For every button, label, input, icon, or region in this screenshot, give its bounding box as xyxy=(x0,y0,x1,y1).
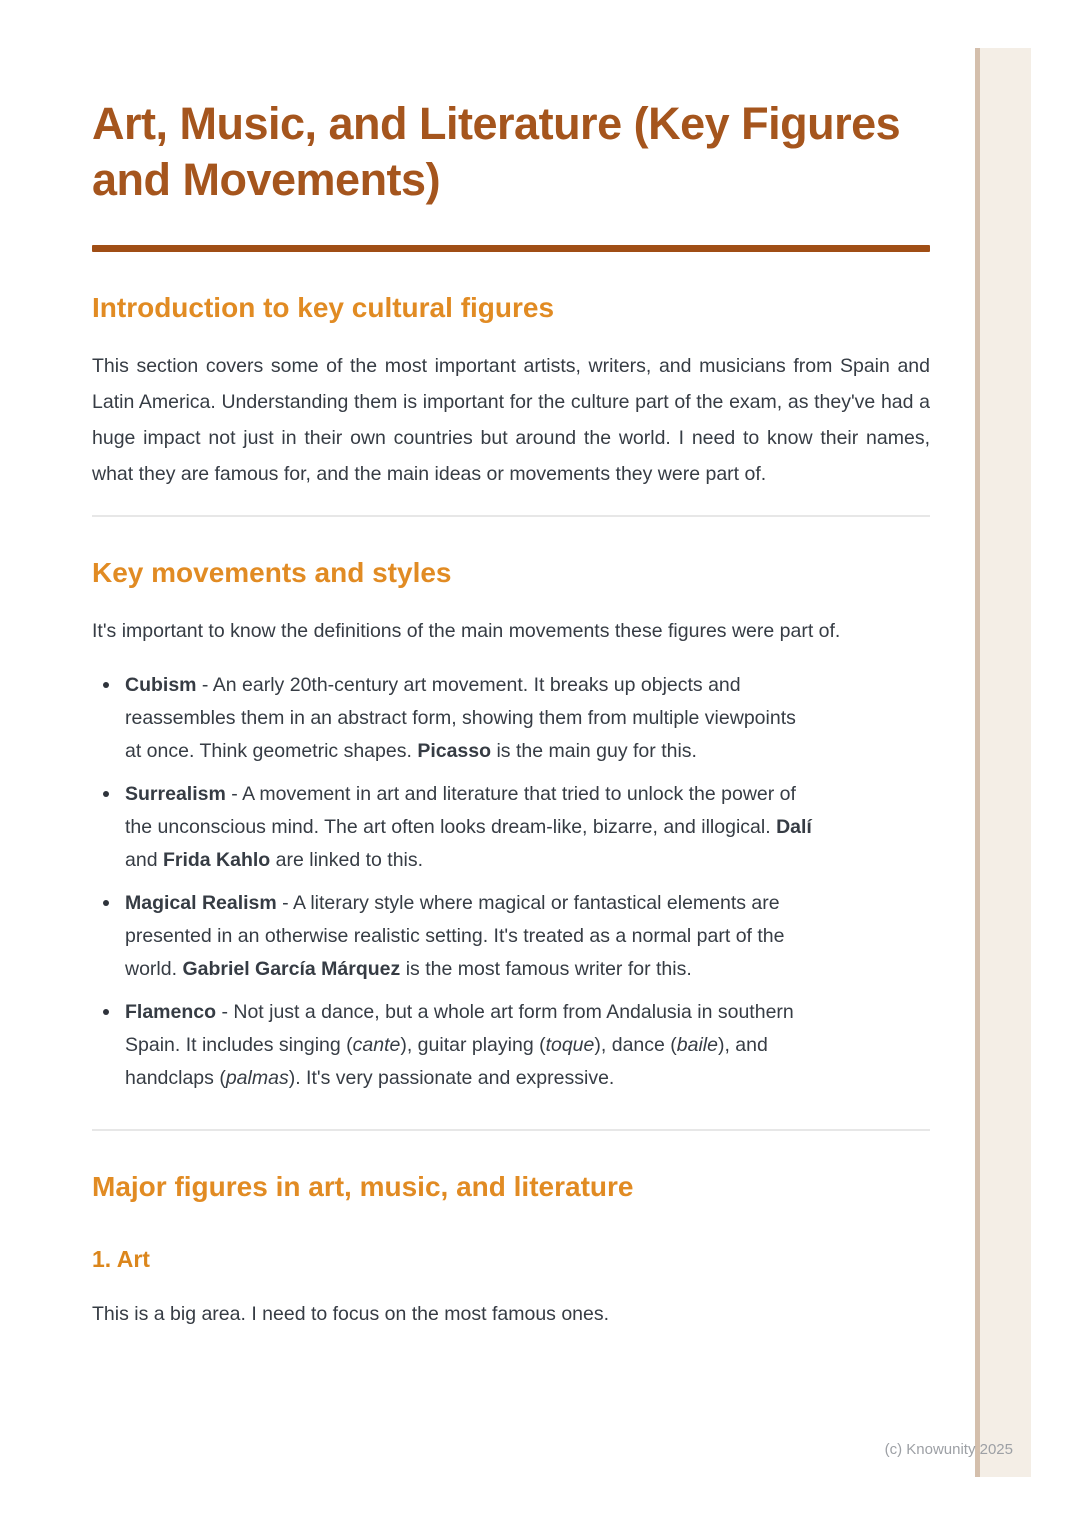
section-heading-introduction: Introduction to key cultural figures xyxy=(92,292,555,323)
section-heading-major-figures: Major figures in art, music, and literature xyxy=(92,1171,634,1202)
list-item: Magical Realism - A literary style where magical or fantastical elements are presented in an otherwise realistic setting. It's treated as a normal part of the world. Gabriel García Márquez is the most famous writer for this. xyxy=(125,887,815,986)
movements-paragraph: It's important to know the definitions of the main movements these figures were part of. xyxy=(92,620,841,642)
section-divider xyxy=(92,1129,930,1131)
title-divider xyxy=(92,245,930,252)
subsection-heading-art: 1. Art xyxy=(92,1246,150,1272)
page-title: Art, Music, and Literature (Key Figures and Movements) xyxy=(92,98,901,205)
art-paragraph: This is a big area. I need to focus on the most famous ones. xyxy=(92,1303,610,1325)
watermark: (c) Knowunity 2025 xyxy=(884,1441,1013,1458)
section-divider xyxy=(92,515,930,517)
list-item: Surrealism - A movement in art and literature that tried to unlock the power of the unconscious mind. The art often looks dream-like, bizarre, and illogical. Dalí and Frida Kahlo are linked to this. xyxy=(125,778,815,877)
page-content xyxy=(92,0,930,1332)
movements-list xyxy=(92,669,930,1095)
list-item: Flamenco - Not just a dance, but a whole art form from Andalusia in southern Spain. It includes singing (cante), guitar playing (toque), dance (baile), and handclaps (palmas). It's very passionate and expressive. xyxy=(125,996,815,1095)
introduction-paragraph: This section covers some of the most important artists, writers, and musicians from Spain and Latin America. Understanding them is important for the culture part of the exam, as they've had a huge impact not just in their own countries but around the world. I need to know their names, what they are famous for, and the main ideas or movements they were part of. xyxy=(92,355,930,485)
list-item: Cubism - An early 20th-century art movement. It breaks up objects and reassembles them in an abstract form, showing them from multiple viewpoints at once. Think geometric shapes. Picasso is the main guy for this. xyxy=(125,669,815,768)
side-strip xyxy=(975,48,1031,1477)
section-heading-movements: Key movements and styles xyxy=(92,557,452,588)
